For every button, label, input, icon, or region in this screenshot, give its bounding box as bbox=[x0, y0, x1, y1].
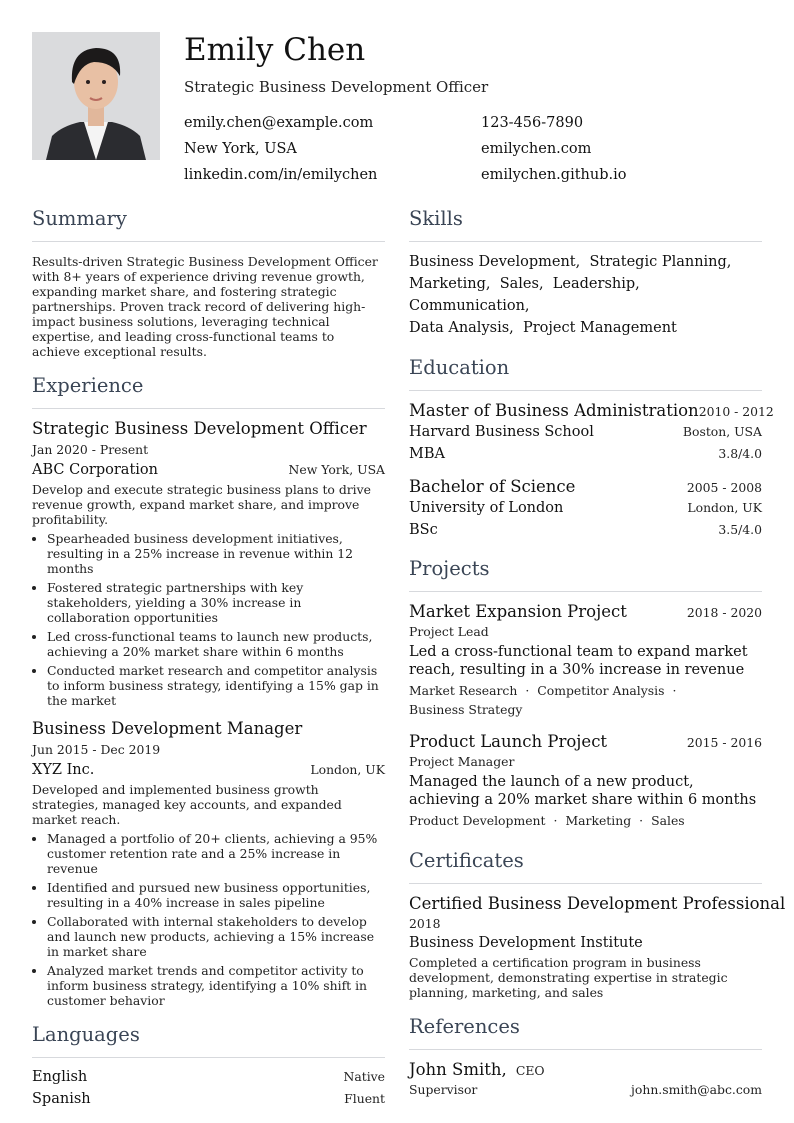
project-name: Market Expansion Project bbox=[409, 602, 627, 621]
project-description: Led a cross-functional team to expand market reach, resulting in a 30% increase in revenue bbox=[409, 644, 748, 678]
job-bullet: • Conducted market research and competitor analysis to inform business strategy, identifying a 15% gap in the market bbox=[47, 663, 385, 708]
profile-photo bbox=[32, 32, 160, 160]
skill-item: Data Analysis, bbox=[409, 320, 514, 336]
email-link[interactable]: emily.chen@example.com bbox=[184, 115, 374, 131]
job-company: XYZ Inc. bbox=[32, 762, 95, 778]
job-entry bbox=[32, 418, 385, 708]
portrait-image bbox=[32, 32, 160, 160]
degree-name: Master of Business Administration bbox=[409, 401, 699, 420]
left-column bbox=[32, 206, 385, 1109]
degree-dates: 2010 - 2012 bbox=[698, 404, 774, 419]
skill-item: Strategic Planning, bbox=[589, 254, 732, 270]
job-description: Develop and execute strategic business plans to drive revenue growth, expand market share, and improve profitability. bbox=[32, 482, 371, 527]
reference-entry bbox=[409, 1059, 762, 1097]
skill-item: Communication, bbox=[409, 298, 530, 314]
certificate-name: Certified Business Development Professional bbox=[409, 894, 786, 913]
job-dates: Jan 2020 - Present bbox=[32, 442, 149, 457]
job-title: Business Development Manager bbox=[32, 719, 303, 738]
degree-type: BSc bbox=[409, 522, 438, 538]
school-location: London, UK bbox=[687, 500, 762, 515]
degree-type: MBA bbox=[409, 446, 445, 462]
project-role: Project Lead bbox=[409, 624, 489, 639]
summary-text: Results-driven Strategic Business Development Officer with 8+ years of experience driving revenue growth, expanding market share, and fostering strategic partnerships. Proven track record of delivering high-impact business solutions, leveraging technical expertise, and leading cross-functional teams to achieve exceptional results. bbox=[32, 254, 378, 359]
job-title: Strategic Business Development Officer bbox=[32, 419, 367, 438]
candidate-title: Strategic Business Development Officer bbox=[184, 78, 489, 96]
project-description: Managed the launch of a new product, achieving a 20% market share within 6 months bbox=[409, 774, 757, 808]
languages-heading: Languages bbox=[32, 1022, 385, 1058]
language-row bbox=[32, 1089, 385, 1109]
location-text: New York, USA bbox=[184, 141, 297, 157]
skill-item: Leadership, bbox=[552, 276, 640, 292]
project-tag: Sales bbox=[651, 813, 685, 828]
job-location: New York, USA bbox=[288, 462, 385, 477]
skill-item: Business Development, bbox=[409, 254, 581, 270]
project-tags: Market Research · Competitor Analysis · Business Strategy bbox=[409, 683, 677, 717]
project-tag: Business Strategy bbox=[409, 702, 523, 717]
school-location: Boston, USA bbox=[682, 424, 762, 439]
education-heading: Education bbox=[409, 355, 762, 391]
project-name: Product Launch Project bbox=[409, 732, 608, 751]
job-bullets bbox=[32, 531, 385, 708]
language-name: Spanish bbox=[32, 1091, 91, 1107]
references-heading: References bbox=[409, 1014, 762, 1050]
job-bullet: • Identified and pursued new business opportunities, resulting in a 40% increase in sales pipeline bbox=[47, 880, 385, 910]
linkedin-link[interactable]: linkedin.com/in/emilychen bbox=[184, 167, 378, 183]
reference-position: CEO bbox=[515, 1063, 545, 1078]
skills-heading: Skills bbox=[409, 206, 762, 242]
job-bullets bbox=[32, 831, 385, 1008]
project-tags: Product Development · Marketing · Sales bbox=[409, 813, 685, 828]
reference-email[interactable]: john.smith@abc.com bbox=[631, 1082, 762, 1097]
skill-item: Sales, bbox=[499, 276, 544, 292]
job-bullet: • Led cross-functional teams to launch new products, achieving a 20% market share within 6 months bbox=[47, 629, 385, 659]
skill-item: Marketing, bbox=[409, 276, 491, 292]
education-entry bbox=[409, 400, 774, 464]
school-name: University of London bbox=[409, 500, 564, 516]
certificate-year: 2018 bbox=[409, 916, 441, 931]
language-name: English bbox=[32, 1069, 88, 1085]
degree-name: Bachelor of Science bbox=[409, 477, 576, 496]
job-bullet: • Fostered strategic partnerships with key stakeholders, yielding a 30% increase in collaboration opportunities bbox=[47, 580, 385, 625]
project-dates: 2015 - 2016 bbox=[686, 735, 762, 750]
project-role: Project Manager bbox=[409, 754, 515, 769]
project-tag: Marketing bbox=[565, 813, 632, 828]
reference-name: John Smith, bbox=[409, 1060, 507, 1079]
degree-gpa: 3.8/4.0 bbox=[718, 446, 762, 461]
job-bullet: • Managed a portfolio of 20+ clients, achieving a 95% customer retention rate and a 25% increase in revenue bbox=[47, 831, 385, 876]
project-tag: Market Research bbox=[409, 683, 518, 698]
project-tag: Product Development bbox=[409, 813, 546, 828]
job-bullet: • Analyzed market trends and competitor activity to inform business strategy, identifying a 10% shift in customer behavior bbox=[47, 963, 385, 1008]
phone-number[interactable]: 123-456-7890 bbox=[481, 115, 584, 131]
summary-heading: Summary bbox=[32, 206, 385, 242]
skill-item: Project Management bbox=[522, 320, 677, 336]
certificates-heading: Certificates bbox=[409, 848, 762, 884]
project-entry bbox=[409, 601, 762, 719]
right-column bbox=[409, 206, 786, 1097]
website-link[interactable]: emilychen.com bbox=[481, 141, 592, 157]
education-entry bbox=[409, 476, 762, 540]
project-tag: Competitor Analysis bbox=[537, 683, 665, 698]
project-dates: 2018 - 2020 bbox=[686, 605, 762, 620]
job-company: ABC Corporation bbox=[32, 462, 158, 478]
certificate-description: Completed a certification program in business development, demonstrating expertise in strategic planning, marketing, and sales bbox=[409, 955, 728, 1000]
job-entry bbox=[32, 718, 385, 1008]
language-row bbox=[32, 1067, 385, 1087]
projects-heading: Projects bbox=[409, 556, 762, 592]
job-description: Developed and implemented business growth strategies, managed key accounts, and expanded market reach. bbox=[32, 782, 342, 827]
school-name: Harvard Business School bbox=[409, 424, 594, 440]
experience-heading: Experience bbox=[32, 373, 385, 409]
job-bullet: • Collaborated with internal stakeholders to develop and launch new products, achieving a 15% increase in market share bbox=[47, 914, 385, 959]
reference-relation: Supervisor bbox=[409, 1082, 478, 1097]
certificate-entry bbox=[409, 893, 786, 1000]
degree-gpa: 3.5/4.0 bbox=[718, 522, 762, 537]
certificate-issuer: Business Development Institute bbox=[409, 935, 643, 951]
project-entry bbox=[409, 731, 762, 830]
skills-list bbox=[409, 251, 762, 339]
job-dates: Jun 2015 - Dec 2019 bbox=[32, 742, 161, 757]
candidate-name: Emily Chen bbox=[184, 32, 366, 68]
language-level: Native bbox=[343, 1069, 385, 1084]
language-level: Fluent bbox=[344, 1091, 385, 1106]
github-link[interactable]: emilychen.github.io bbox=[481, 167, 627, 183]
degree-dates: 2005 - 2008 bbox=[686, 480, 762, 495]
job-location: London, UK bbox=[310, 762, 385, 777]
job-bullet: • Spearheaded business development initiatives, resulting in a 25% increase in revenue within 12 months bbox=[47, 531, 385, 576]
